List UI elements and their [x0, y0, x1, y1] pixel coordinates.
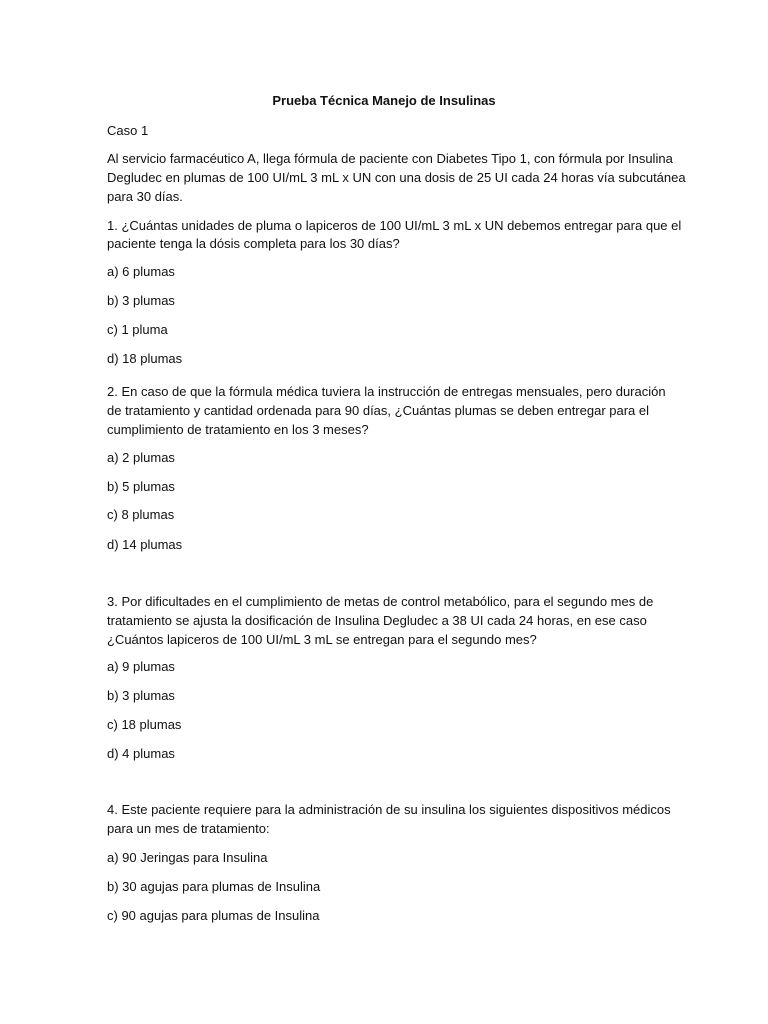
question-4-option-a: a) 90 Jeringas para Insulina — [107, 850, 268, 865]
case-label: Caso 1 — [107, 123, 149, 138]
question-2-option-d: d) 14 plumas — [107, 537, 183, 552]
question-2-text: 2. En caso de que la fórmula médica tuviera la instrucción de entregas mensuales, pero duración — [107, 384, 666, 399]
intro-line: Al servicio farmacéutico A, llega fórmula de paciente con Diabetes Tipo 1, con fórmula por Insulina — [107, 151, 673, 166]
question-3-option-a: a) 9 plumas — [107, 659, 175, 674]
question-2-text: de tratamiento y cantidad ordenada para 90 días, ¿Cuántas plumas se deben entregar para el — [107, 403, 650, 418]
question-3-text: 3. Por dificultades en el cumplimiento de metas de control metabólico, para el segundo mes de — [107, 594, 654, 609]
question-2-option-b: b) 5 plumas — [107, 479, 175, 494]
question-2-option-c: c) 8 plumas — [107, 507, 175, 522]
question-3-option-c: c) 18 plumas — [107, 717, 182, 732]
question-1-option-b: b) 3 plumas — [107, 293, 175, 308]
intro-line: Degludec en plumas de 100 UI/mL 3 mL x UN con una dosis de 25 UI cada 24 horas vía subcutánea — [107, 170, 686, 185]
question-4-text: 4. Este paciente requiere para la administración de su insulina los siguientes dispositivos médicos — [107, 802, 671, 817]
question-3-text: ¿Cuántos lapiceros de 100 UI/mL 3 mL se entregan para el segundo mes? — [107, 632, 537, 647]
question-3-text: tratamiento se ajusta la dosificación de Insulina Degludec a 38 UI cada 24 horas, en ese caso — [107, 613, 647, 628]
question-3-option-b: b) 3 plumas — [107, 688, 175, 703]
document-title: Prueba Técnica Manejo de Insulinas — [272, 93, 496, 108]
question-4-text: para un mes de tratamiento: — [107, 821, 270, 836]
question-3-option-d: d) 4 plumas — [107, 746, 175, 761]
question-2-text: cumplimiento de tratamiento en los 3 meses? — [107, 422, 369, 437]
question-1-text: 1. ¿Cuántas unidades de pluma o lapiceros de 100 UI/mL 3 mL x UN debemos entregar para que el — [107, 218, 682, 233]
intro-line: para 30 días. — [107, 189, 183, 204]
question-4-option-b: b) 30 agujas para plumas de Insulina — [107, 879, 321, 894]
question-1-option-a: a) 6 plumas — [107, 264, 175, 279]
question-1-text: paciente tenga la dósis completa para los 30 días? — [107, 236, 400, 251]
question-1-option-d: d) 18 plumas — [107, 351, 183, 366]
question-4-option-c: c) 90 agujas para plumas de Insulina — [107, 908, 320, 923]
question-2-option-a: a) 2 plumas — [107, 450, 175, 465]
question-1-option-c: c) 1 pluma — [107, 322, 168, 337]
